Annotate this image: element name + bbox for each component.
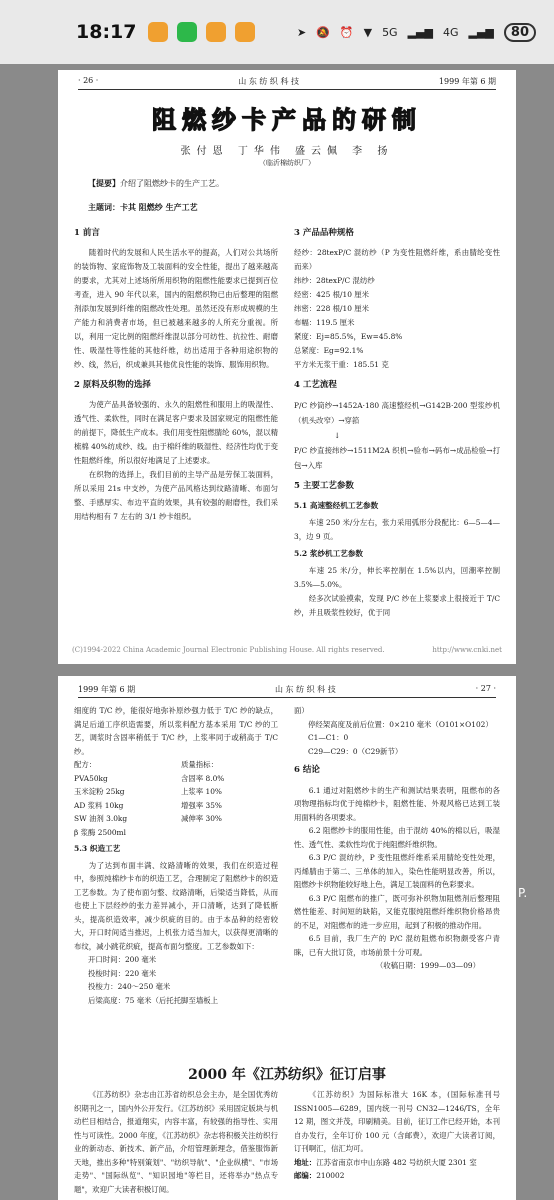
paragraph: 为了达到布面丰满、纹路清晰的效果，我们在织造过程中，参照纯棉纱卡布的织造工艺，合理制定了阻燃纱卡的织造工艺参数。为了使布面匀整、纹路清晰，后梁适当降低，从而也使上下层经纱的张力差异减小，开口清晰，达到了降低断头，提高织造效率，减少织疵的目的。由于本品种的经密较大，开口时间适当推迟，上机张力适当加大，以获得更清晰的布纹，减小跳花织疵，提高布面匀整度。工艺参数如下： [74,860,278,951]
status-bar [0,0,554,64]
section-heading: 2 原料及织物的选择 [74,380,151,390]
recipe-table: 配方： PVA50kg 玉米淀粉 25kg AD 浆料 10kg SW 油剂 3.0kg β 浆酶 2500ml 质量指标： 含固率 8.0% 上浆率 10% 增强率 35% 减伸率 30% [74,760,225,837]
address: 地址：江苏省南京市中山东路 482 号纺织大厦 2301 室 [294,1157,477,1167]
process-flow: P/C 纱直接纬纱→1511M2A 织机→验布→码布→成品检验→打包→入库 [294,446,500,470]
right-column: 面） 停经架高度及前后位置：0×210 毫米（O101×O102） C1—C1：0 C29—C29：0（C29新节） 6 结论 6.1 通过对阻燃纱卡的生产和测试结果表明，阻燃布的各项物理指标均优于纯棉纱卡，阻燃性能、外观风格已达到工装用面料的各项要求。 6.2 阻燃纱卡的服用性能，由于混纺 40%的棉以后，吸湿性、透气性、柔软性均优于纯阻燃纤维织物。 6.3 P/C 混纺纱，P 变性阻燃纤维系采用腈纶变性处理，丙烯腈由于第二、三单体的加入，染色性能明显改善，所以，阻燃纱卡织物能较好地上色，满足工装面料的色彩要求。 6.3 P/C 阻燃布的推广，既可弥补织物加阻燃剂后整理阻燃性能差、时间短的缺陷，又能克服纯阻燃纤维织物价格昂贵的不足，对阻燃布的进一步应用，起到了积极的推动作用。 6.5 目前，我厂生产的 P/C 混纺阻燃布织物颇受客户青睐，已有大批订货，市场前景十分可观。 （收稿日期：1999—03—09） [294,704,500,973]
mute-icon: 🔕 [316,25,330,39]
notification-app-icon-3 [235,22,255,42]
page-number: · 26 · [78,76,99,85]
notice-title: 2000 年《江苏纺织》征订启事 [188,1067,386,1083]
spec-line: 经纱：28texP/C 混纺纱（P 为变性阻燃纤维，系由腈纶变性而来） [294,248,500,271]
notification-app-icon-2 [206,22,226,42]
paragraph: 车速 25 米/分，伸长率控制在 1.5%以内，回潮率控制 3.5%—5.0%。 [294,566,500,589]
authors: 张付恩 丁华伟 盛云佩 李 扬 [180,146,394,157]
conclusion-item: 6.5 目前，我厂生产的 P/C 混纺阻燃布织物颇受客户青睐，已有大批订货，市场前景十分可观。 [294,934,500,957]
conclusion-item: 6.3 P/C 混纺纱，P 变性阻燃纤维系采用腈纶变性处理，丙烯腈由于第二、三单体的加入，染色性能明显改善，所以，阻燃纱卡织物能较好地上色，满足工装面料的色彩要求。 [294,853,500,889]
network-5g: 5G [382,25,398,39]
watermark: P. [518,886,528,900]
spec-line: 紧度：Ej=85.5%，Ew=45.8% [294,332,403,341]
wifi-icon: ▼ [363,25,373,39]
spec-line: 平方米无浆干重：185.51 克 [294,360,389,369]
signal-icon: ▂▄▆ [407,25,433,39]
spec-line: 纬纱：28texP/C 混纺纱 [294,276,375,285]
abstract: 【提要】介绍了阻燃纱卡的生产工艺。 [88,178,224,188]
process-flow: P/C 纱筒纱→1452A·180 高速整经机→G142B·200 型浆纱机（机头改窄）→穿筘 [294,401,500,425]
postal-code: 邮编：210002 [294,1171,345,1180]
page-header [78,76,496,90]
signal-icon-2: ▂▄▆ [468,25,494,39]
conclusion-item: 6.3 P/C 阻燃布的推广，既可弥补织物加阻燃剂后整理阻燃性能差、时间短的缺陷，又能克服纯阻燃纤维织物价格昂贵的不足，对阻燃布的进一步应用，起到了积极的推动作用。 [294,893,500,930]
notification-app-icon [148,22,168,42]
spec-line: 纬密：228 根/10 厘米 [294,304,370,313]
issue-label: 1999 年第 6 期 [78,685,136,694]
page-header [78,684,496,698]
alarm-icon: ⏰ [339,25,354,39]
spec-line: 布幅：119.5 厘米 [294,318,355,327]
network-4g: 4G [442,25,459,39]
paragraph: 《江苏纺织》杂志由江苏省纺织总会主办，是全国优秀纺织期刊之一，国内外公开发行。《江苏纺织》采用固定版块与机动栏目相结合，报道翔实，内容丰富，有较强的指导性、实用性与可读性。2000 年度，《江苏纺织》杂志将积极关注纺织行业的新动态、新技术、新产品，介绍管理新理念，借鉴服饰新天地，推出多种"特别策划"、"纺织导航"、"企业纵横"、"市场走势"、"国际纵览"、"知识园地"等栏目，还将举办"热点专题"，欢迎广大读者积极订阅。 [74,1090,278,1194]
right-column [294,220,500,620]
conclusion-item: 6.1 通过对阻燃纱卡的生产和测试结果表明，阻燃布的各项物理指标均优于纯棉纱卡，阻燃性能、外观风格已达到工装用面料的各项要求。 [294,785,500,822]
left-column [74,704,278,1007]
flow-arrow-icon: ↓ [334,431,341,440]
param-list: 停经架高度及前后位置：0×210 毫米（O101×O102） C1—C1：0 C29—C29：0（C29新节） [308,719,493,756]
param-list: 开口时间：200 毫米 投梭时间：220 毫米 投梭力：240～250 毫米 后梁高度：75 毫米（后托托脚至墙板上 [88,955,219,1005]
paragraph: 《江苏纺织》为国际标准大 16K 本，(国际标准刊号 ISSN1005—6289，国内统一刊号 CN32—1246/TS，全年 12 期，图文并茂，印刷精美。目前，征订工作已经开始，本刊自办发行，全年订价 100 元（含邮费），欢迎广大读者订阅，订刊啊汇，信汇均可。 [294,1090,500,1153]
section-heading: 4 工艺流程 [294,380,337,390]
clock: 18:17 [76,21,137,43]
notice-left-column [74,1088,278,1196]
subsection-heading: 5.2 浆纱机工艺参数 [294,549,364,558]
battery-indicator: 80 [504,23,536,42]
paragraph: 细度的 T/C 纱，能很好地弥补原纱强力低于 T/C 纱的缺点，满足后道工序织造需要，所以浆料配方基本采用 T/C 纱的工艺，调浆时含固率稍低于 T/C 纱，上浆率同于或稍高于 T/C 纱。 [74,706,278,756]
section-heading: 1 前言 [74,228,100,238]
journal-name: 山 东 纺 织 科 技 [275,685,336,694]
issue-label: 1999 年第 6 期 [438,77,496,86]
paragraph: 车速 250 米/分左右，张力采用弧形分段配比：6—5—4—3，边 9 页。 [294,518,500,541]
subsection-heading: 5.3 织造工艺 [74,844,121,853]
page-number: · 27 · [475,684,496,693]
keywords: 主题词：卡其 阻燃纱 生产工艺 [88,202,198,212]
wechat-icon [177,22,197,42]
paragraph: 随着时代的发展和人民生活水平的提高，人们对公共场所的装饰物、家庭饰物及工装面料的安全性能，提出了越来越高的要求，尤其对上述场所所用织物的阻燃性能要求已提到百位考查，进入 90 年代以来，国内的阻燃织物已由后整理的阻燃剂添加发展到纤维的阻燃改性处理。虽然还没有形成规模的生产能力和消费者市场，但已被越来越多的人所充分重视。所以，利用一定比例的阻燃纤维混以部分可纺性、抗拉性、耐磨性、吸湿性等性能的其他纤维，纺出适用于各种用途织物的纱、线，然后，织成兼具其他优良性能的装饰、服饰用织物。 [74,248,278,369]
copyright-footer: (C)1994-2022 China Academic Journal Electronic Publishing House. All rights reserved. http://www.cnki.net [72,646,502,654]
article-title: 阻燃纱卡产品的研制 [152,106,422,134]
spec-line: 经密：425 根/10 厘米 [294,290,370,299]
paragraph: 为使产品具备较强的、永久的阻燃性和服用上的吸湿性、透气性、柔软性，同时在满足客户要求及国家规定的阻燃性能的前提下，降低生产成本。我们用变性阻燃腈纶 60%，混以精梳棉 40%纺成纱、线。由于棉纤维的吸湿性、经济性均优于变性阻燃纤维，所以很好地满足了上述要求。 [74,400,278,465]
left-column [74,220,278,524]
document-page-1[interactable] [58,70,516,664]
document-page-2[interactable] [58,676,516,1200]
notice-right-column [294,1088,500,1183]
location-icon: ➤ [296,25,307,39]
section-heading: 5 主要工艺参数 [294,481,354,491]
journal-name: 山 东 纺 织 科 技 [238,77,299,86]
received-date: （收稿日期：1999—03—09） [375,961,480,970]
section-heading: 6 结论 [294,765,320,775]
spec-line: 总紧度：Eg=92.1% [294,346,364,355]
section-heading: 3 产品品种规格 [294,228,354,238]
paragraph: 经多次试验摸索，发现 P/C 纱在上浆要求上很接近于 T/C 纱，并且吸浆性较好，优于同 [294,594,500,617]
affiliation: （临沂棉纺织厂） [259,159,315,167]
conclusion-item: 6.2 阻燃纱卡的服用性能，由于混纺 40%的棉以后，吸湿性、透气性、柔软性均优于纯阻燃纤维织物。 [294,826,500,849]
paragraph: 在织物的选择上，我们目前的主导产品是劳保工装面料，所以采用 21s 中支纱，为使产品风格达到纹路清晰、布面匀整、手感厚实、布边平直的效果，具有较强的耐磨性，我们采用结构相有 7 左右的 3/1 纱卡组织。 [74,470,278,521]
subsection-heading: 5.1 高速整经机工艺参数 [294,501,379,510]
